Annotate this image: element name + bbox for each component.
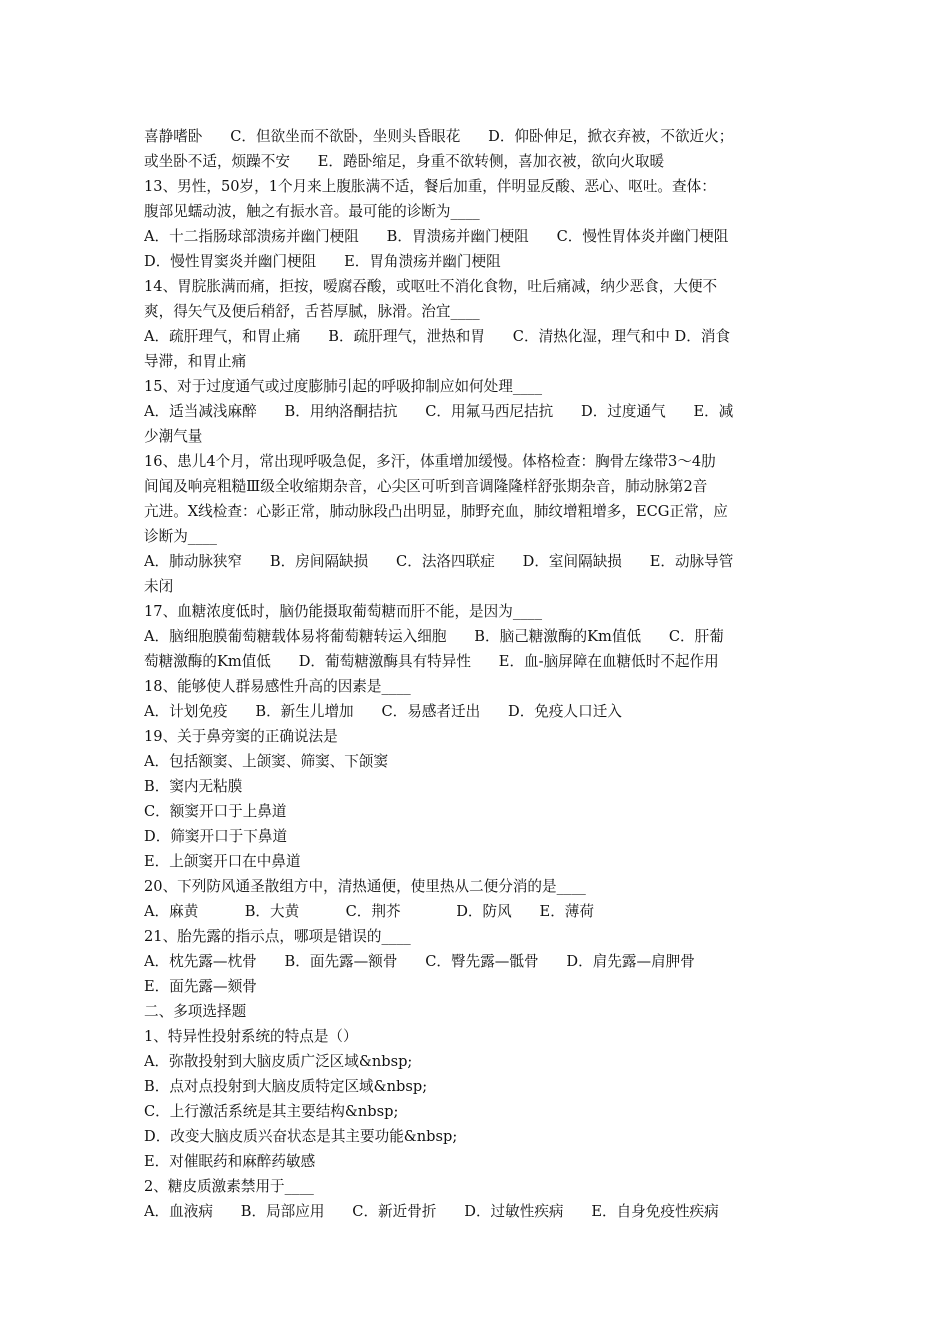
question-15-options: 少潮气量 <box>144 428 203 445</box>
question-19-stem: 19、关于鼻旁窦的正确说法是 <box>144 728 338 745</box>
question-13-stem: 腹部见蠕动波，触之有振水音。最可能的诊断为____ <box>144 203 480 220</box>
question-16-stem: 诊断为____ <box>144 528 217 545</box>
question-13-options: A．十二指肠球部溃疡并幽门梗阻 B．胃溃疡并幽门梗阻 C．慢性胃体炎并幽门梗阻 <box>144 228 729 245</box>
question-14-options: A．疏肝理气，和胃止痛 B．疏肝理气，泄热和胃 C．清热化湿，理气和中 D．消食 <box>144 328 731 345</box>
question-16-options: 未闭 <box>144 578 174 595</box>
question-13-stem: 13、男性，50岁，1个月来上腹胀满不适，餐后加重，伴明显反酸、恶心、呕吐。查体： <box>144 178 716 195</box>
question-16-stem: 亢进。X线检查：心影正常，肺动脉段凸出明显，肺野充血，肺纹增粗增多，ECG正常，应 <box>144 503 728 520</box>
question-16-stem: 间闻及响亮粗糙Ⅲ级全收缩期杂音，心尖区可听到音调隆隆样舒张期杂音，肺动脉第2音 <box>144 478 708 495</box>
multi-question-2-options: A．血液病 B．局部应用 C．新近骨折 D．过敏性疾病 E．自身免疫性疾病 <box>144 1203 719 1220</box>
multi-question-1-option-b: B．点对点投射到大脑皮质特定区域&nbsp; <box>144 1078 428 1095</box>
question-15-options: A．适当减浅麻醉 B．用纳洛酮拮抗 C．用氟马西尼拮抗 D．过度通气 E．减 <box>144 403 734 420</box>
question-19-option-a: A．包括额窦、上颌窦、筛窦、下颌窦 <box>144 753 389 770</box>
question-18-stem: 18、能够使人群易感性升高的因素是____ <box>144 678 411 695</box>
question-19-option-b: B．窦内无粘膜 <box>144 778 243 795</box>
multi-question-1-option-c: C．上行激活系统是其主要结构&nbsp; <box>144 1103 399 1120</box>
text-line: 喜静嗜卧 C．但欲坐而不欲卧，坐则头昏眼花 D．仰卧伸足，掀衣弃被，不欲近火； <box>144 128 734 145</box>
question-19-option-e: E．上颌窦开口在中鼻道 <box>144 853 301 870</box>
question-13-options: D．慢性胃窦炎并幽门梗阻 E．胃角溃疡并幽门梗阻 <box>144 253 501 270</box>
section-heading: 二、多项选择题 <box>144 1003 247 1020</box>
question-14-stem: 爽，得矢气及便后稍舒，舌苔厚腻，脉滑。治宜____ <box>144 303 480 320</box>
question-16-stem: 16、患儿4个月，常出现呼吸急促，多汗，体重增加缓慢。体格检查：胸骨左缘带3～4肋 <box>144 453 716 470</box>
question-18-options: A．计划免疫 B．新生儿增加 C．易感者迁出 D．免疫人口迁入 <box>144 703 622 720</box>
question-14-options: 导滞，和胃止痛 <box>144 353 247 370</box>
question-21-stem: 21、胎先露的指示点，哪项是错误的____ <box>144 928 411 945</box>
text-line: 或坐卧不适，烦躁不安 E．踡卧缩足，身重不欲转侧，喜加衣被，欲向火取暖 <box>144 153 665 170</box>
question-15-stem: 15、对于过度通气或过度膨肺引起的呼吸抑制应如何处理____ <box>144 378 543 395</box>
question-20-options: A．麻黄 B．大黄 C．荆芥 D．防风 E．薄荷 <box>144 903 594 920</box>
document-page <box>144 124 809 1224</box>
multi-question-1-option-d: D．改变大脑皮质兴奋状态是其主要功能&nbsp; <box>144 1128 458 1145</box>
multi-question-1-option-a: A．弥散投射到大脑皮质广泛区域&nbsp; <box>144 1053 413 1070</box>
question-16-options: A．肺动脉狭窄 B．房间隔缺损 C．法洛四联症 D．室间隔缺损 E．动脉导管 <box>144 553 734 570</box>
question-17-options: A．脑细胞膜葡萄糖载体易将葡萄糖转运入细胞 B．脑己糖激酶的Km值低 C．肝葡 <box>144 628 724 645</box>
question-17-stem: 17、血糖浓度低时，脑仍能摄取葡萄糖而肝不能，是因为____ <box>144 603 543 620</box>
question-19-option-d: D．筛窦开口于下鼻道 <box>144 828 288 845</box>
question-20-stem: 20、下列防风通圣散组方中，清热通便，使里热从二便分消的是____ <box>144 878 586 895</box>
question-14-stem: 14、胃脘胀满而痛，拒按，嗳腐吞酸，或呕吐不消化食物，吐后痛减，纳少恶食，大便不 <box>144 278 718 295</box>
question-21-options: E．面先露—颏骨 <box>144 978 257 995</box>
question-19-option-c: C．额窦开口于上鼻道 <box>144 803 287 820</box>
multi-question-1-option-e: E．对催眠药和麻醉药敏感 <box>144 1153 316 1170</box>
question-21-options: A．枕先露—枕骨 B．面先露—额骨 C．臀先露—骶骨 D．肩先露—肩胛骨 <box>144 953 695 970</box>
question-17-options: 萄糖激酶的Km值低 D．葡萄糖激酶具有特异性 E．血-脑屏障在血糖低时不起作用 <box>144 653 719 670</box>
multi-question-2-stem: 2、糖皮质激素禁用于____ <box>144 1178 314 1195</box>
multi-question-1-stem: 1、特异性投射系统的特点是（） <box>144 1028 358 1045</box>
